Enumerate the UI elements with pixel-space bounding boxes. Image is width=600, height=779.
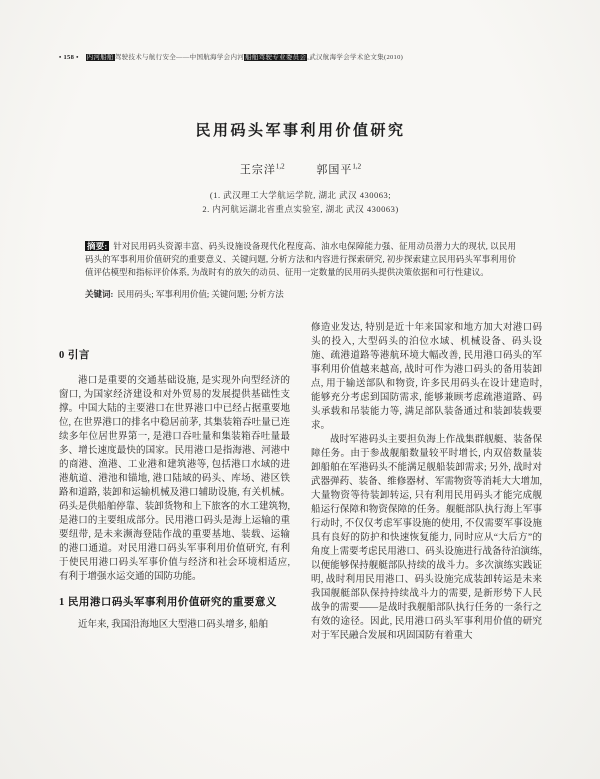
abstract-label: 摘要: — [87, 241, 108, 251]
column-right — [311, 321, 542, 643]
author — [316, 164, 361, 176]
section-heading-1: 1 民用港口码头军事利用价值研究的重要意义 — [59, 597, 277, 608]
page-header — [59, 52, 542, 61]
journal-title-segment: 驾驶技术与航行安全——中国航海学会内河 — [114, 54, 245, 61]
body-paragraph: 修造业发达, 特别是近十年来国家和地方加大对港口码头的投入, 大型码头的泊位水域、机械设备、码头设施、疏港道路等港航环境大幅改善, 民用港口码头的军事利用价值越来越高, 战时可作为港口码头的备用装卸点, 用于输送部队和物资, 许多民用码头在设计建造时, 能够充分考虑到国防需求, 能够兼顾考虑疏港道路、码头承载和吊装能力等, 满足部队装备通过和装卸装载要求。 — [311, 323, 542, 431]
body-paragraph: 近年来, 我国沿海地区大型港口码头增多, 船舶 — [78, 620, 269, 630]
keywords-label: 关键词: — [85, 289, 114, 299]
page-number: • 158 • — [59, 54, 79, 61]
author — [240, 164, 285, 176]
author-name: 王宗洋 — [239, 164, 276, 176]
author-superscript: 1,2 — [275, 162, 285, 171]
journal-title-segment: 内河船舶 — [86, 54, 114, 61]
abstract — [85, 240, 516, 279]
keywords-text: 民用码头; 军事利用价值; 关键问题; 分析方法 — [117, 289, 284, 299]
body-columns — [59, 321, 542, 643]
body-paragraph: 港口是重要的交通基础设施, 是实现外向型经济的窗口, 为国家经济建设和对外贸易的发展提供基础性支撑。中国大陆的主要港口在世界港口中已经占据重要地位, 在世界港口的排名中稳居前茅, 其集装箱吞吐量已连续多年位居世界第一, 是港口吞吐量和集装箱吞吐量最多、增长速度最快的国家。民用港口是指海港、河港中的商港、渔港、工业港和建筑港等, 包括港口水域的进港航道、港池和锚地, 港口陆域的码头、库场、港区铁路和道路, 装卸和运输机械及港口辅助设施, 有关机械。码头是供船舶停靠、装卸货物和上下旅客的水工建筑物, 是港口的主要组成部分。民用港口码头是海上运输的重要纽带, 是未来濒海登陆作战的重要基地、装载、运输的港口通道。对民用港口码头军事利用价值研究, 有利于使民用港口码头军事价值与经济和社会环境相适应, 有利于增强水运交通的国防功能。 — [59, 376, 290, 582]
affiliations — [59, 188, 542, 216]
affiliation-line: (1. 武汉理工大学航运学院, 湖北 武汉 430063; — [209, 190, 392, 200]
journal-title-segment: 船舶驾驶专业委员会 — [245, 54, 307, 61]
author-superscript: 1,2 — [352, 162, 362, 171]
section-heading-intro: 0 引言 — [59, 350, 90, 361]
author-name: 郭国平 — [316, 164, 353, 176]
journal-title-segment: ,武汉航海学会学术论文集(2010) — [307, 54, 404, 61]
keywords — [85, 288, 516, 301]
author-line — [59, 161, 542, 177]
journal-title — [86, 52, 403, 61]
abstract-text: 针对民用码头资源丰富、码头设施设备现代化程度高、油水电保障能力强、征用动员潜力大的现状, 以民用码头的军事利用价值研究的重要意义、关键问题, 分析方法和内容进行探索研究, 初步探索建立民用码头军事利用价值评估模型和指标评价体系, 为战时有的放矢的动员、征用一定数量的民用码头提供决策依据和可行性建议。 — [85, 241, 516, 277]
column-left — [59, 321, 290, 643]
affiliation-line: 2. 内河航运湖北省重点实验室, 湖北 武汉 430063) — [202, 204, 399, 214]
body-paragraph: 战时军港码头主要担负海上作战集群舰艇、装备保障任务。由于参战舰船数量较平时增长, 内双倍数量装卸船舶在军港码头不能满足舰船装卸需求; 另外, 战时对武器弹药、装备、维修器材、军需物资等消耗大大增加, 大量物资等待装卸转运, 只有利用民用码头才能完成舰船运行保障和物资保障的任务。舰艇部队执行海上军事行动时, 不仅仅考虑军事设施的使用, 不仅需要军事设施具有良好的防护和快速恢复能力, 同时应从“大后方”的角度上需要考虑民用港口、码头设施进行战备待泊演练, 以便能够保持舰艇部队持续的战斗力。多次演练实践证明, 战时利用民用港口、码头设施完成装卸转运是未来我国舰艇部队保持持续战斗力的需要, 是新形势下人民战争的需要——是战时我舰船部队执行任务的一条行之有效的途径。因此, 民用港口码头军事利用价值的研究对于军民融合发展和巩固国防有着重大 — [311, 435, 542, 641]
paper-title: 民用码头军事利用价值研究 — [195, 123, 406, 139]
